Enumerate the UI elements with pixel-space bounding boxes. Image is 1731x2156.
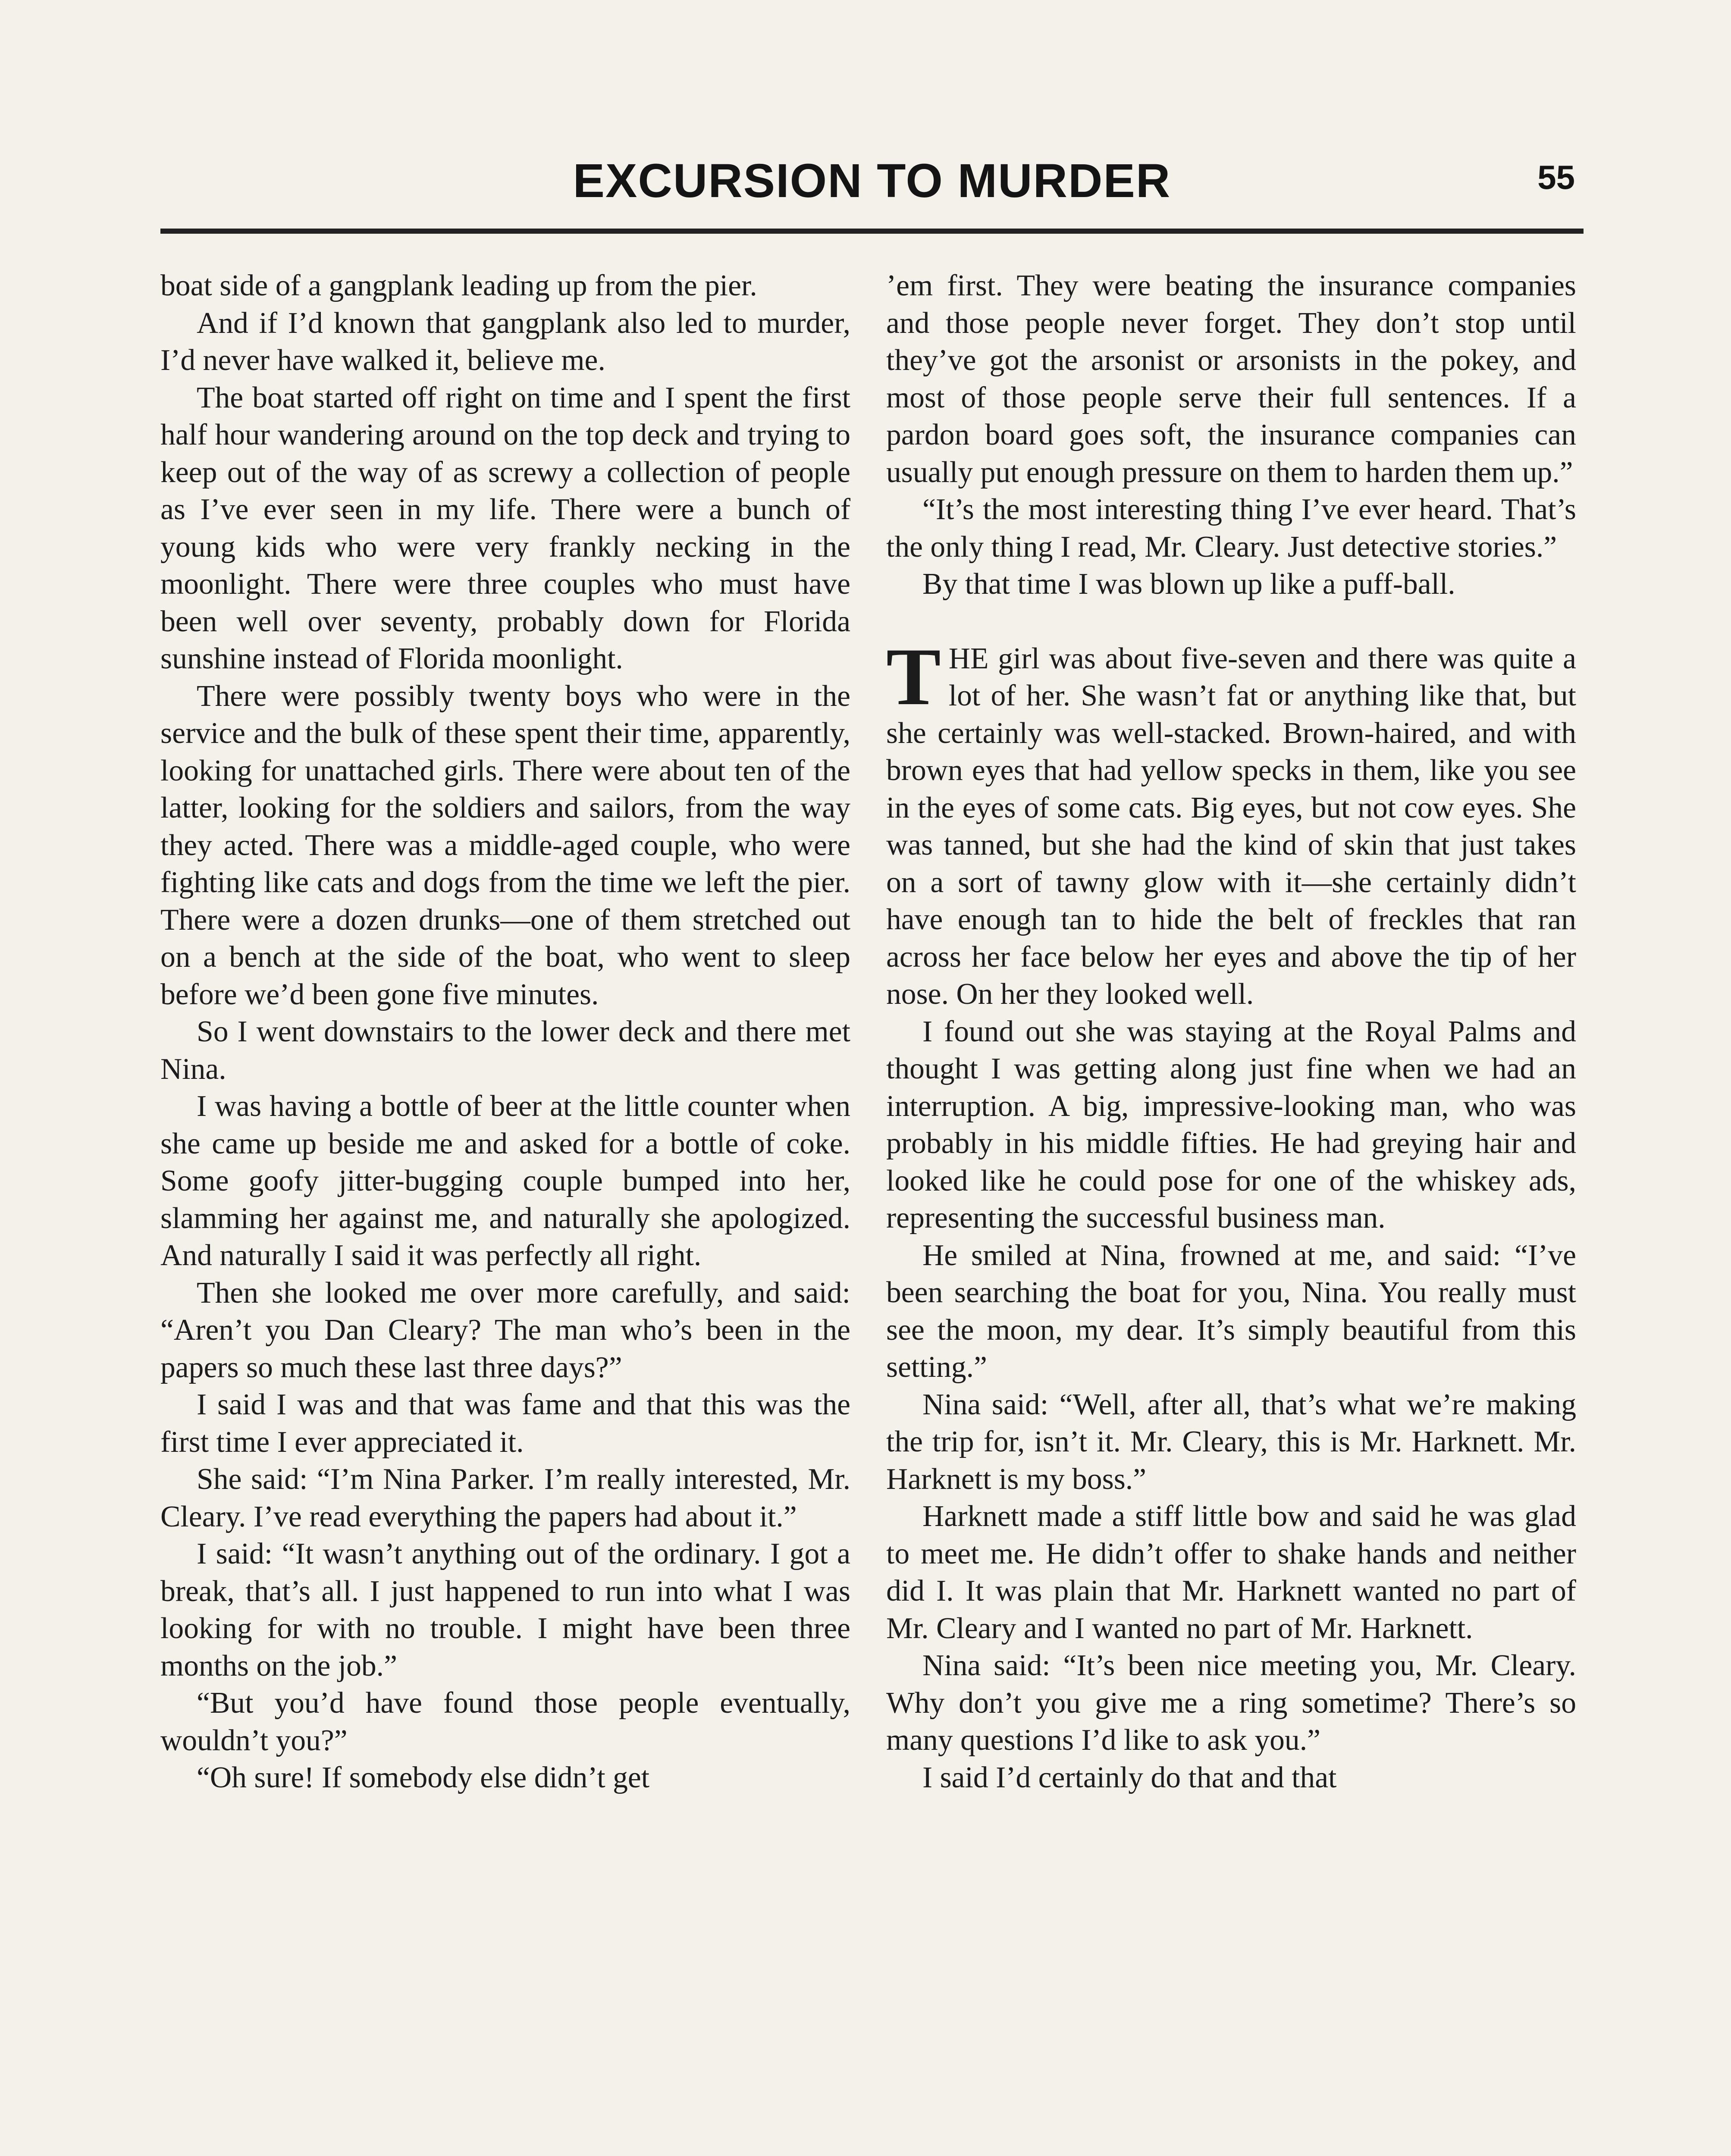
paragraph: I said I was and that was fame and that this was the first time I ever appreciated it. [160, 1388, 850, 1459]
paragraph: By that time I was blown up like a puff-ball. [922, 567, 1455, 601]
paragraph: Nina said: “It’s been nice meeting you, Mr. Cleary. Why don’t you give me a ring sometime? There’s so many questions I’d like to ask you.” [886, 1649, 1576, 1757]
page-number: 55 [1537, 158, 1575, 196]
paragraph: So I went downstairs to the lower deck and there met Nina. [160, 1015, 850, 1086]
paragraph: “But you’d have found those people eventually, wouldn’t you?” [160, 1686, 850, 1757]
section-opening-paragraph [886, 631, 1576, 1013]
paragraph: And if I’d known that gangplank also led to murder, I’d never have walked it, believe me. [160, 306, 850, 377]
header-rule [160, 229, 1584, 234]
paragraph: “It’s the most interesting thing I’ve ever heard. That’s the only thing I read, Mr. Cleary. Just detective stories.” [886, 493, 1576, 564]
section-break [886, 603, 1576, 640]
left-column [160, 267, 850, 1797]
paragraph: He smiled at Nina, frowned at me, and said: “I’ve been searching the boat for you, Nina. You really must see the moon, my dear. It’s simply beautiful from this setting.” [886, 1238, 1576, 1384]
paragraph: Harknett made a stiff little bow and said he was glad to meet me. He didn’t offer to shake hands and neither did I. It was plain that Mr. Harknett wanted no part of Mr. Cleary and I wanted no part of Mr. Harknett. [886, 1500, 1576, 1645]
paragraph: There were possibly twenty boys who were in the service and the bulk of these spent their time, apparently, looking for unattached girls. There were about ten of the latter, looking for the soldiers and sailors, from the way they acted. There was a middle-aged couple, who were fighting like cats and dogs from the time we left the pier. There were a dozen drunks—one of them stretched out on a bench at the side of the boat, who went to sleep before we’d been gone five minutes. [160, 679, 850, 1011]
section-opening-text: HE girl was about five-seven and there was quite a lot of her. She wasn’t fat or anything like that, but she certainly was well-stacked. Brown-haired, and with brown eyes that had yellow specks in them, like you see in the eyes of some cats. Big eyes, but not cow eyes. She was tanned, but she had the kind of skin that just takes on a sort of tawny glow with it—she certainly didn’t have enough tan to hide the belt of freckles that ran across her face below her eyes and above the tip of her nose. On her they looked well. [886, 642, 1576, 1011]
paragraph: Then she looked me over more carefully, and said: “Aren’t you Dan Cleary? The man who’s been in the papers so much these last three days?” [160, 1276, 850, 1384]
paragraph: She said: “I’m Nina Parker. I’m really interested, Mr. Cleary. I’ve read everything the papers had about it.” [160, 1463, 850, 1533]
drop-cap: T [886, 631, 941, 722]
paragraph: ’em first. They were beating the insurance companies and those people never forget. They don’t stop until they’ve got the arsonist or arsonists in the pokey, and most of those people serve their full sentences. If a pardon board goes soft, the insurance companies can usually put enough pressure on them to harden them up.” [886, 269, 1576, 489]
paragraph: boat side of a gangplank leading up from the pier. [160, 269, 757, 302]
paragraph: I found out she was staying at the Royal Palms and thought I was getting along just fine when we had an interruption. A big, impressive-looking man, who was probably in his middle fifties. He had greying hair and looked like he could pose for one of the whiskey ads, representing the successful business man. [886, 1015, 1576, 1235]
right-column [886, 267, 1576, 1796]
page-header [160, 151, 1584, 216]
paragraph: The boat started off right on time and I spent the first half hour wandering around on the top deck and trying to keep out of the way of as screwy a collection of people as I’ve ever seen in my life. There were a bunch of young kids who were very frankly necking in the moonlight. There were three couples who must have been well over seventy, probably down for Florida sunshine instead of Florida moonlight. [160, 381, 850, 675]
paragraph: I was having a bottle of beer at the little counter when she came up beside me and asked for a bottle of coke. Some goofy jitter-bugging couple bumped into her, slamming her against me, and naturally she apologized. And naturally I said it was perfectly all right. [160, 1090, 850, 1272]
paragraph: “Oh sure! If somebody else didn’t get [197, 1761, 650, 1794]
page-title: EXCURSION TO MURDER [573, 154, 1171, 207]
paragraph: I said: “It wasn’t anything out of the ordinary. I got a break, that’s all. I just happened to run into what I was looking for with no trouble. I might have been three months on the job.” [160, 1537, 850, 1683]
paragraph: Nina said: “Well, after all, that’s what we’re making the trip for, isn’t it. Mr. Cleary, this is Mr. Harknett. Mr. Harknett is my boss.” [886, 1388, 1576, 1496]
paragraph: I said I’d certainly do that and that [922, 1761, 1337, 1794]
